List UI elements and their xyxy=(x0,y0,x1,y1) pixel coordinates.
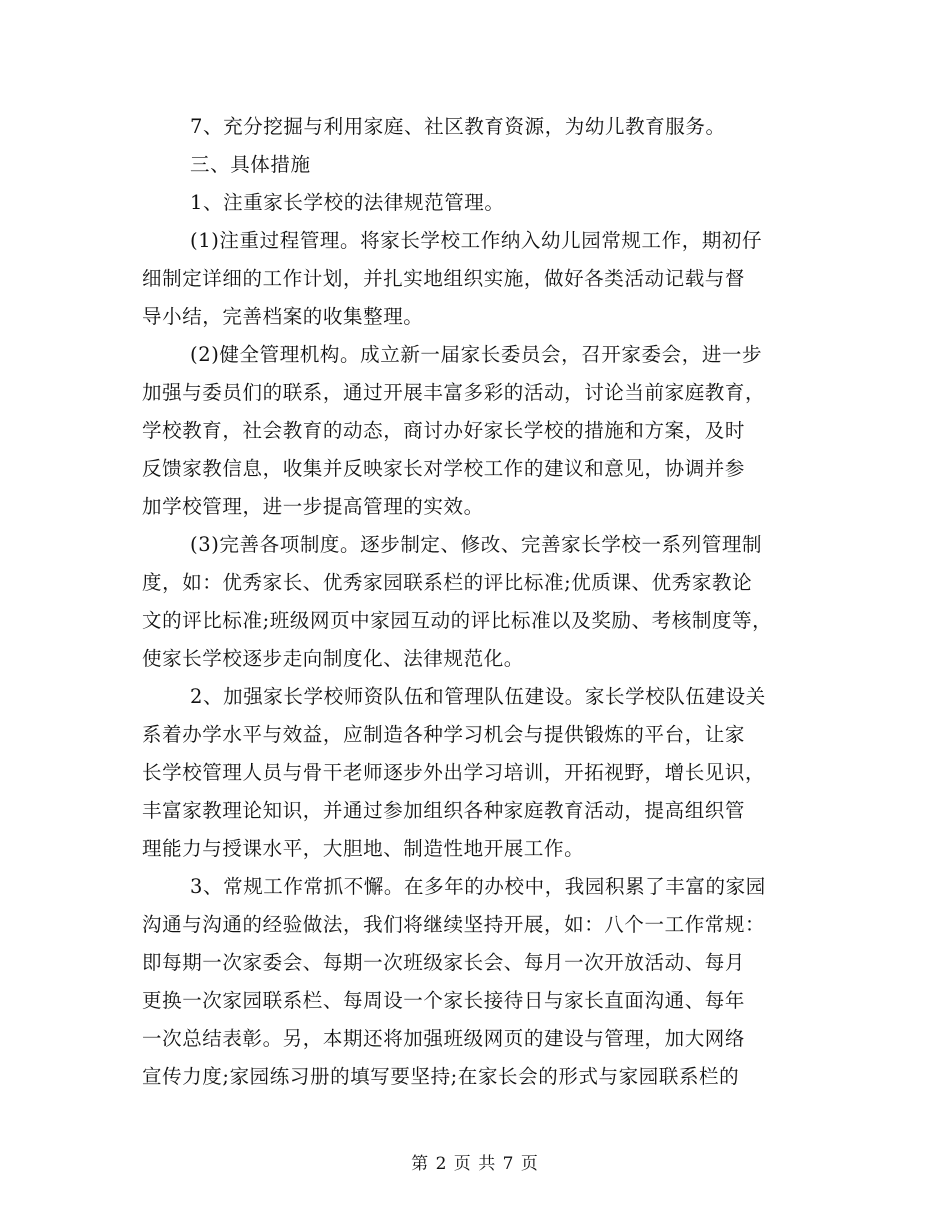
text-line: 宣传力度;家园练习册的填写要坚持;在家长会的形式与家园联系栏的 xyxy=(142,1065,740,1088)
text-line: 7、充分挖掘与利用家庭、社区教育资源，为幼儿教育服务。 xyxy=(190,115,726,138)
page-number: 第 2 页 共 7 页 xyxy=(411,1154,539,1174)
text-line: 细制定详细的工作计划，并扎实地组织实施，做好各类活动记载与督 xyxy=(142,267,746,290)
text-line: 加强与委员们的联系，通过开展丰富多彩的活动，讨论当前家庭教育， xyxy=(142,381,766,404)
text-line: 文的评比标准;班级网页中家园互动的评比标准以及奖励、考核制度等， xyxy=(142,609,773,632)
text-line: 即每期一次家委会、每期一次班级家长会、每月一次开放活动、每月 xyxy=(142,951,746,974)
text-line: 更换一次家园联系栏、每周设一个家长接待日与家长直面沟通、每年 xyxy=(142,989,746,1012)
text-line: (1)注重过程管理。将家长学校工作纳入幼儿园常规工作，期初仔 xyxy=(190,229,763,252)
text-line: 理能力与授课水平，大胆地、制造性地开展工作。 xyxy=(142,837,585,860)
text-line: 沟通与沟通的经验做法，我们将继续坚持开展，如：八个一工作常规： xyxy=(142,913,766,936)
text-line: 丰富家教理论知识，并通过参加组织各种家庭教育活动，提高组织管 xyxy=(142,799,746,822)
text-line: 2、加强家长学校师资队伍和管理队伍建设。家长学校队伍建设关 xyxy=(190,685,766,708)
text-line: 导小结，完善档案的收集整理。 xyxy=(142,305,424,328)
text-line: (3)完善各项制度。逐步制定、修改、完善家长学校一系列管理制 xyxy=(190,533,763,556)
section-heading: 三、具体措施 xyxy=(190,153,311,176)
text-line: 系着办学水平与效益，应制造各种学习机会与提供锻炼的平台，让家 xyxy=(142,723,746,746)
text-line: 使家长学校逐步走向制度化、法律规范化。 xyxy=(142,647,524,670)
text-line: 3、常规工作常抓不懈。在多年的办校中，我园积累了丰富的家园 xyxy=(190,875,766,898)
text-line: 长学校管理人员与骨干老师逐步外出学习培训，开拓视野，增长见识， xyxy=(142,761,766,784)
text-line: 学校教育，社会教育的动态，商讨办好家长学校的措施和方案，及时 xyxy=(142,419,746,442)
text-line: 加学校管理，进一步提高管理的实效。 xyxy=(142,495,484,518)
text-line: 反馈家教信息，收集并反映家长对学校工作的建议和意见，协调并参 xyxy=(142,457,746,480)
text-line: (2)健全管理机构。成立新一届家长委员会，召开家委会，进一步 xyxy=(190,343,763,366)
subsection-heading: 1、注重家长学校的法律规范管理。 xyxy=(190,191,505,214)
text-line: 度，如：优秀家长、优秀家园联系栏的评比标准;优质课、优秀家教论 xyxy=(142,571,753,594)
text-line: 一次总结表彰。另，本期还将加强班级网页的建设与管理，加大网络 xyxy=(142,1027,746,1050)
